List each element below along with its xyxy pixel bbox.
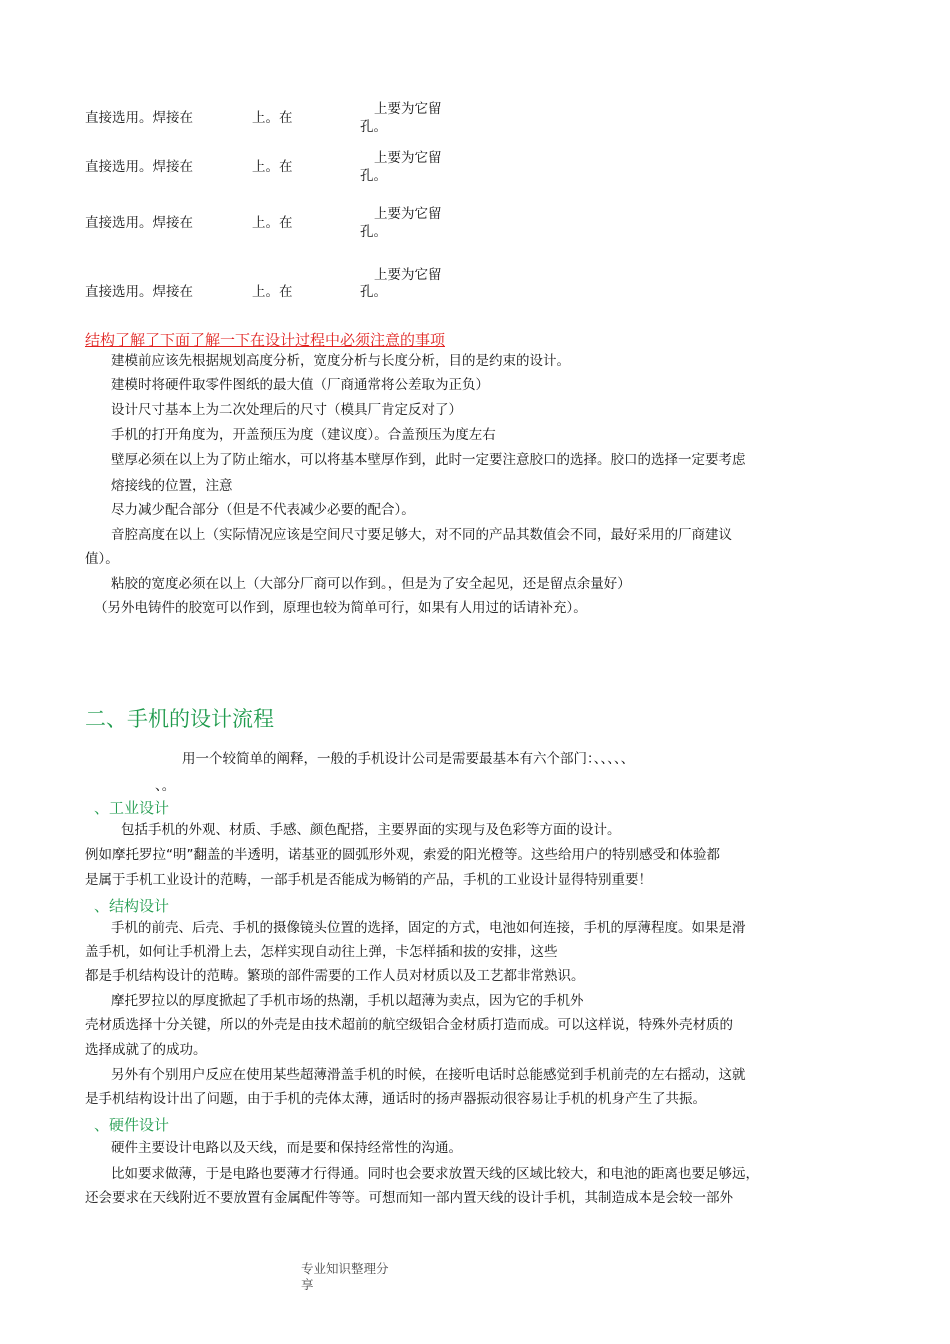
row-2-text-c1: 上要为它留 (374, 150, 442, 166)
structure-line: 都是手机结构设计的范畴。繁琐的部件需要的工作人员对材质以及工艺都非常熟识。 (85, 968, 585, 984)
structure-line: 盖手机，如何让手机滑上去，怎样实现自动往上弹，卡怎样插和拔的安排，这些 (85, 944, 558, 960)
notes-line: 音腔高度在以上（实际情况应该是空间尺寸要足够大，对不同的产品其数值会不同，最好采用的厂商建议 (111, 527, 732, 543)
section-intro-cont: 、。 (155, 778, 176, 794)
hardware-design-heading: 、硬件设计 (94, 1116, 170, 1134)
row-1-text-c2: 孔。 (360, 119, 387, 135)
row-1-text-c1: 上要为它留 (374, 101, 442, 117)
row-4-text-b: 上。在 (252, 284, 293, 300)
industrial-line: 例如摩托罗拉“明”翻盖的半透明，诺基亚的圆弧形外观，索爱的阳光橙等。这些给用户的特别感受和体验都 (85, 847, 720, 863)
notes-heading: 结构了解了下面了解一下在设计过程中必须注意的事项 (85, 331, 446, 349)
structure-line: 是手机结构设计出了问题，由于手机的壳体太薄，通话时的扬声器振动很容易让手机的机身产生了共振。 (85, 1091, 706, 1107)
notes-line: 粘胶的宽度必须在以上（大部分厂商可以作到。，但是为了安全起见，还是留点余量好） (111, 576, 631, 592)
structure-design-heading: 、结构设计 (94, 897, 170, 915)
row-2-text-c2: 孔。 (360, 168, 387, 184)
footer-text-line-2: 享 (301, 1277, 314, 1292)
notes-line: 建模前应该先根据规划高度分析，宽度分析与长度分析，目的是约束的设计。 (111, 353, 570, 369)
structure-line: 手机的前壳、后壳、手机的摄像镜头位置的选择，固定的方式，电池如何连接，手机的厚薄程度。如果是滑 (111, 920, 746, 936)
section-title: 二、手机的设计流程 (85, 707, 274, 731)
notes-line: 壁厚必须在以上为了防止缩水，可以将基本壁厚作到，此时一定要注意胶口的选择。胶口的选择一定要考虑 (111, 452, 746, 468)
structure-line: 另外有个别用户反应在使用某些超薄滑盖手机的时候，在接听电话时总能感觉到手机前壳的左右摇动，这就 (111, 1067, 746, 1083)
footer-text-line-1: 专业知识整理分 (301, 1261, 389, 1276)
row-4-text-c2: 孔。 (360, 284, 387, 300)
row-4-text-c1: 上要为它留 (374, 267, 442, 283)
row-4-text-a: 直接选用。焊接在 (85, 284, 193, 300)
industrial-line: 是属于手机工业设计的范畴，一部手机是否能成为畅销的产品，手机的工业设计显得特别重要！ (85, 872, 652, 888)
notes-line: 值）。 (85, 551, 119, 567)
structure-line: 选择成就了的成功。 (85, 1042, 207, 1058)
notes-line: 建模时将硬件取零件图纸的最大值（厂商通常将公差取为正负） (111, 377, 489, 393)
row-2-text-a: 直接选用。焊接在 (85, 159, 193, 175)
industrial-line: 包括手机的外观、材质、手感、颜色配搭，主要界面的实现与及色彩等方面的设计。 (121, 822, 621, 838)
row-3-text-a: 直接选用。焊接在 (85, 215, 193, 231)
row-3-text-b: 上。在 (252, 215, 293, 231)
row-1-text-a: 直接选用。焊接在 (85, 110, 193, 126)
notes-line: 设计尺寸基本上为二次处理后的尺寸（模具厂肯定反对了） (111, 402, 462, 418)
structure-line: 摩托罗拉以的厚度掀起了手机市场的热潮，手机以超薄为卖点，因为它的手机外 (111, 993, 584, 1009)
section-intro: 用一个较简单的阐释，一般的手机设计公司是需要最基本有六个部门：、、、、、 (182, 751, 635, 767)
structure-line: 壳材质选择十分关键，所以的外壳是由技术超前的航空级铝合金材质打造而成。可以这样说，特殊外壳材质的 (85, 1017, 733, 1033)
row-2-text-b: 上。在 (252, 159, 293, 175)
notes-line: 尽力减少配合部分（但是不代表减少必要的配合）。 (111, 502, 415, 518)
notes-line: （另外电铸件的胶宽可以作到，原理也较为简单可行，如果有人用过的话请补充）。 (94, 600, 587, 616)
industrial-design-heading: 、工业设计 (94, 799, 170, 817)
hardware-line: 还会要求在天线附近不要放置有金属配件等等。可想而知一部内置天线的设计手机，其制造成本是会较一部外 (85, 1190, 733, 1206)
row-1-text-b: 上。在 (252, 110, 293, 126)
hardware-line: 比如要求做薄，于是电路也要薄才行得通。同时也会要求放置天线的区域比较大，和电池的距离也要足够远， (111, 1166, 759, 1182)
hardware-line: 硬件主要设计电路以及天线，而是要和保持经常性的沟通。 (111, 1140, 462, 1156)
row-3-text-c2: 孔。 (360, 224, 387, 240)
notes-line: 熔接线的位置，注意 (111, 478, 233, 494)
row-3-text-c1: 上要为它留 (374, 206, 442, 222)
notes-line: 手机的打开角度为，开盖预压为度（建议度）。合盖预压为度左右 (111, 427, 496, 443)
